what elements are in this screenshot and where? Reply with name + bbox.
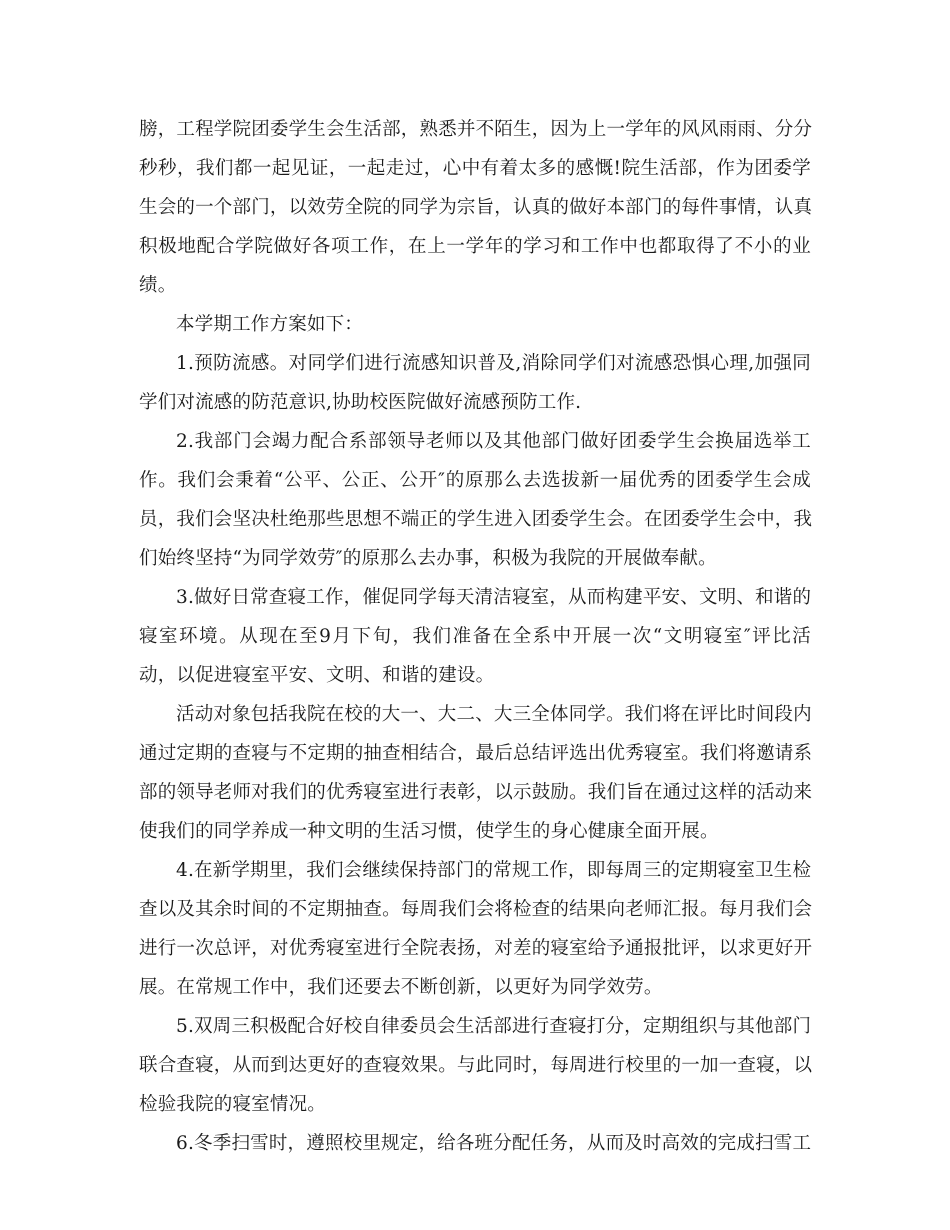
item-3-line: 3.做好日常查寝工作，催促同学每天清洁寝室，从而构建平安、文明、和谐的 [176, 587, 812, 608]
text-line: 员，我们会坚决杜绝那些思想不端正的学生进入团委学生会。在团委学生会中，我 [139, 509, 813, 530]
section-intro-line: 本学期工作方案如下： [176, 314, 364, 335]
activity-paragraph-line: 活动对象包括我院在校的大一、大二、大三全体同学。我们将在评比时间段内 [176, 704, 812, 725]
item-1-line: 1.预防流感。对同学们进行流感知识普及,消除同学们对流感恐惧心理,加强同 [176, 353, 811, 374]
text-line: 动，以促进寝室平安、文明、和谐的建设。 [139, 665, 495, 686]
item-5-line: 5.双周三积极配合好校自律委员会生活部进行查寝打分，定期组织与其他部门 [176, 1016, 812, 1037]
item-4-line: 4.在新学期里，我们会继续保持部门的常规工作，即每周三的定期寝室卫生检 [176, 860, 812, 881]
text-line: 学们对流感的防范意识,协助校医院做好流感预防工作. [139, 392, 582, 413]
text-line: 部的领导老师对我们的优秀寝室进行表彰，以示鼓励。我们旨在通过这样的活动来 [139, 782, 813, 803]
text-line: 展。在常规工作中，我们还要去不断创新，以更好为同学效劳。 [139, 977, 663, 998]
text-line: 作。我们会秉着“公平、公正、公开″的原那么去选拔新一届优秀的团委学生会成 [139, 470, 811, 491]
text-line: 秒秒，我们都一起见证，一起走过，心中有着太多的感慨!院生活部，作为团委学 [139, 158, 811, 179]
text-line: 膀，工程学院团委学生会生活部，熟悉并不陌生，因为上一学年的风风雨雨、分分 [139, 119, 813, 140]
document-body [139, 110, 811, 1163]
text-line: 积极地配合学院做好各项工作，在上一学年的学习和工作中也都取得了不小的业 [139, 236, 811, 257]
text-line: 通过定期的查寝与不定期的抽查相结合，最后总结评选出优秀寝室。我们将邀请系 [139, 743, 813, 764]
text-line: 生会的一个部门，以效劳全院的同学为宗旨，认真的做好本部门的每件事情，认真 [139, 197, 813, 218]
text-line: 使我们的同学养成一种文明的生活习惯，使学生的身心健康全面开展。 [139, 821, 719, 842]
text-line: 联合查寝，从而到达更好的查寝效果。与此同时，每周进行校里的一加一查寝，以 [139, 1055, 813, 1076]
text-line: 绩。 [139, 275, 177, 296]
text-line: 进行一次总评，对优秀寝室进行全院表扬，对差的寝室给予通报批评，以求更好开 [139, 938, 813, 959]
text-line: 查以及其余时间的不定期抽查。每周我们会将检查的结果向老师汇报。每月我们会 [139, 899, 813, 920]
text-line: 们始终坚持“为同学效劳″的原那么去办事，积极为我院的开展做奉献。 [139, 548, 717, 569]
text-line: 检验我院的寝室情况。 [139, 1094, 327, 1115]
item-6-line: 6.冬季扫雪时，遵照校里规定，给各班分配任务，从而及时高效的完成扫雪工 [176, 1133, 812, 1154]
text-line: 寝室环境。从现在至9月下旬，我们准备在全系中开展一次“文明寝室″评比活 [139, 626, 811, 647]
item-2-line: 2.我部门会竭力配合系部领导老师以及其他部门做好团委学生会换届选举工 [176, 431, 811, 452]
